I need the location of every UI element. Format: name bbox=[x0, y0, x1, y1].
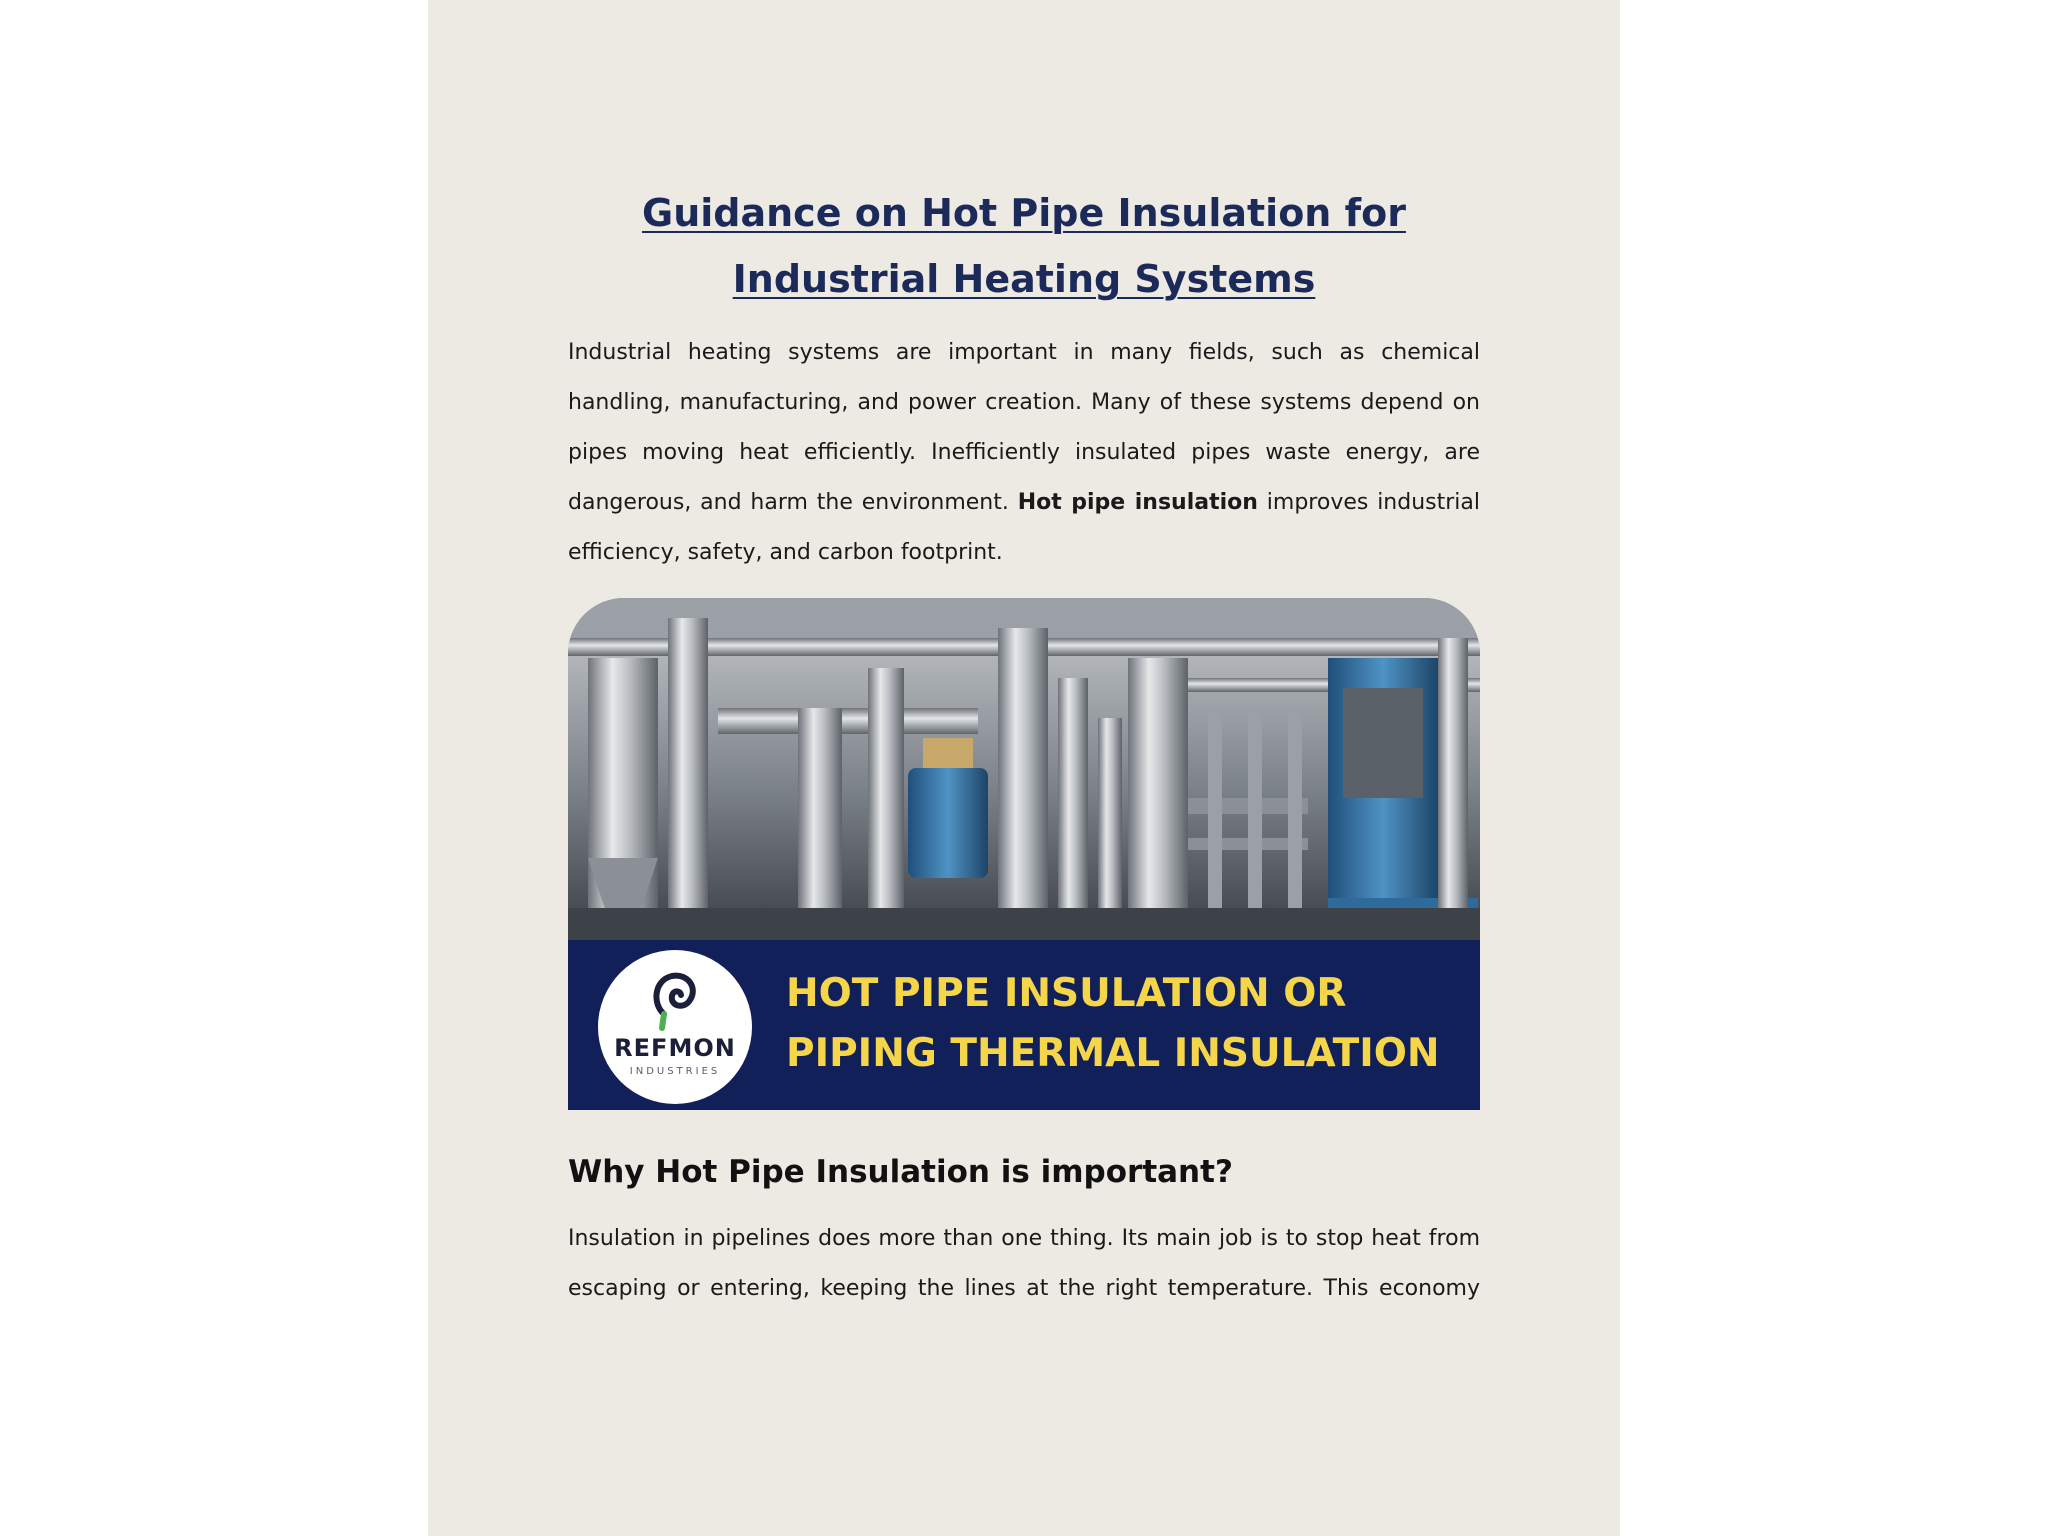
refmon-swirl-icon bbox=[648, 968, 702, 1032]
intro-text-start: Industrial heating systems are important in many fields, such as chemical handling, manufacturing, and power creation. Many of these systems depend on pipes moving heat efficiently. Inefficiently insulated pipes waste energy, are dangerous, and harm the environment. bbox=[568, 340, 1480, 515]
banner-headline bbox=[786, 964, 1440, 1084]
banner-strip bbox=[568, 940, 1480, 1110]
intro-bold-term: Hot pipe insulation bbox=[1017, 490, 1258, 515]
section-heading: Why Hot Pipe Insulation is important? bbox=[568, 1154, 1233, 1190]
intro-paragraph bbox=[568, 328, 1480, 578]
document-page bbox=[428, 0, 1620, 1536]
pipe-plant-photo bbox=[568, 598, 1480, 940]
logo-name: REFMON bbox=[614, 1034, 736, 1062]
section-paragraph: Insulation in pipelines does more than one thing. Its main job is to stop heat from escaping or entering, keeping the lines at the right temperature. This economy bbox=[568, 1226, 1480, 1301]
banner-headline-line-2: PIPING THERMAL INSULATION bbox=[786, 1031, 1440, 1076]
company-logo bbox=[598, 950, 752, 1104]
hero-banner bbox=[568, 598, 1480, 1110]
importance-section bbox=[568, 1144, 1480, 1314]
intro-block bbox=[568, 180, 1480, 578]
page-title: Guidance on Hot Pipe Insulation for Industrial Heating Systems bbox=[642, 191, 1406, 301]
logo-subtitle: INDUSTRIES bbox=[629, 1066, 721, 1077]
intro-text-end: improves industrial efficiency, safety, and carbon footprint. bbox=[568, 490, 1480, 565]
banner-headline-line-1: HOT PIPE INSULATION OR bbox=[786, 971, 1347, 1016]
